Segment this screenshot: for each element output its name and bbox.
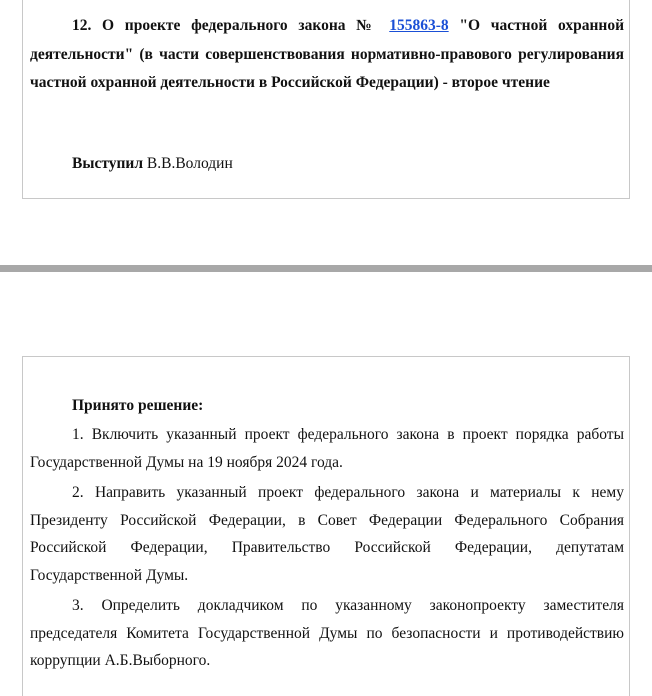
decision-list: [30, 421, 624, 678]
section-divider: [0, 265, 652, 272]
speaker-label: Выступил: [72, 155, 144, 172]
agenda-item-title: [30, 12, 624, 98]
agenda-item-title-suffix: "О частной охранной деятельности" (в части совершенствования нормативно-правового регулирования частной охранной деятельности в Российской Федерации) - второе чтение: [30, 17, 625, 91]
decision-point: 3. Определить докладчиком по указанному законопроекту заместителя председателя Комитета Государственной Думы по безопасности и противодействию коррупции А.Б.Выборного.: [30, 597, 624, 669]
agenda-item-card: [22, 0, 630, 199]
decision-point: 1. Включить указанный проект федерального закона в проект порядка работы Государственной Думы на 19 ноября 2024 года.: [30, 426, 624, 471]
agenda-item-title-prefix: 12. О проекте федерального закона №: [72, 17, 379, 34]
speaker-line: [72, 152, 233, 176]
bill-number-link[interactable]: 155863-8: [389, 17, 449, 34]
decision-point: 2. Направить указанный проект федерального закона и материалы к нему Президенту Российской Федерации, в Совет Федерации Федерального Собрания Российской Федерации, Правительство Российской Федерации, депутатам Государственной Думы.: [30, 484, 624, 584]
speaker-name: В.В.Володин: [146, 155, 233, 172]
decision-card: [22, 356, 630, 696]
decision-heading: Принято решение:: [72, 397, 204, 414]
